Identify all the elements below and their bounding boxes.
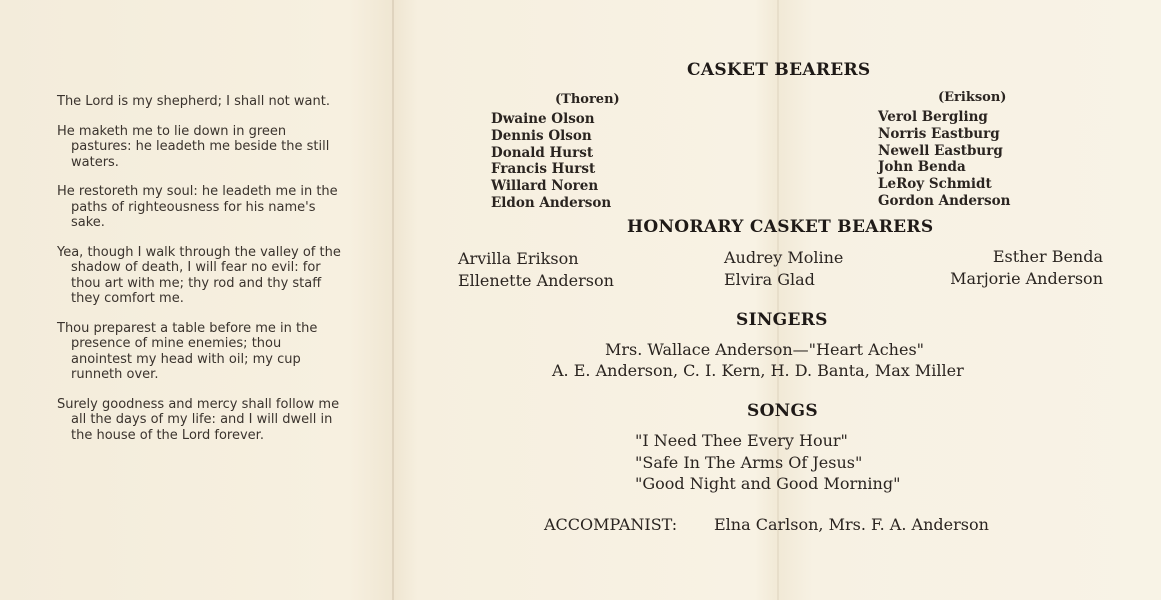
list-item: Dwaine Olson (491, 111, 595, 127)
list-item: Arvilla Erikson (458, 249, 579, 268)
list-item: Francis Hurst (491, 161, 596, 178)
accompanist-label: ACCOMPANIST: (544, 515, 678, 534)
list-item: John Benda (878, 159, 966, 176)
psalm-verse: Yea, though I walk through the valley of the shadow of death, I will fear no evil: for thou art with me; thy rod and thy staff they comfort me. (57, 244, 341, 306)
psalm-verse: Thou preparest a table before me in the presence of mine enemies; thou anointest my head with oil; my cup runneth over. (57, 320, 318, 382)
list-item: Verol Bergling (878, 109, 988, 125)
thoren-bearers-list (491, 111, 611, 212)
song-item: "I Need Thee Every Hour" (635, 431, 848, 450)
list-item: Newell Eastburg (878, 142, 1003, 159)
list-item: Norris Eastburg (878, 125, 1000, 142)
list-item: Gordon Anderson (878, 192, 1011, 209)
casket-bearers-heading: CASKET BEARERS (687, 60, 871, 80)
honorary-col-2 (724, 247, 843, 291)
list-item: Elvira Glad (724, 270, 815, 289)
psalm-verse: Surely goodness and mercy shall follow me all the days of my life: and I will dwell in the house of the Lord forever. (57, 396, 340, 443)
honorary-col-1 (458, 248, 614, 292)
list-item: Eldon Anderson (491, 194, 612, 211)
erikson-label: (Erikson) (938, 90, 1007, 105)
thoren-label: (Thoren) (555, 92, 620, 107)
accompanist-names: Elna Carlson, Mrs. F. A. Anderson (714, 515, 989, 534)
list-item: Dennis Olson (491, 127, 592, 144)
list-item: Audrey Moline (724, 248, 844, 267)
list-item: Esther Benda (992, 247, 1103, 266)
psalm-verse: He restoreth my soul: he leadeth me in the paths of righteousness for his name's sake. (57, 184, 338, 230)
list-item: Willard Noren (491, 178, 599, 195)
singer-group: A. E. Anderson, C. I. Kern, H. D. Banta, Max Miller (552, 361, 964, 380)
psalm-verse: The Lord is my shepherd; I shall not want. (57, 94, 330, 109)
singer-soloist: Mrs. Wallace Anderson—"Heart Aches" (605, 340, 925, 359)
list-item: Marjorie Anderson (950, 269, 1103, 288)
erikson-bearers-list (878, 109, 1010, 210)
song-item: "Safe In The Arms Of Jesus" (635, 453, 863, 472)
songs-heading: SONGS (747, 401, 818, 421)
honorary-col-3 (937, 246, 1103, 290)
song-item: "Good Night and Good Morning" (635, 474, 901, 493)
psalm-23 (57, 94, 342, 457)
list-item: Ellenette Anderson (458, 271, 614, 290)
singers-heading: SINGERS (736, 310, 828, 330)
list-item: LeRoy Schmidt (878, 176, 992, 193)
psalm-verse: He maketh me to lie down in green pastures: he leadeth me beside the still waters. (57, 123, 330, 170)
program-details (440, 0, 1120, 600)
list-item: Donald Hurst (491, 144, 594, 161)
honorary-heading: HONORARY CASKET BEARERS (627, 217, 934, 237)
fold-crease (392, 0, 394, 600)
